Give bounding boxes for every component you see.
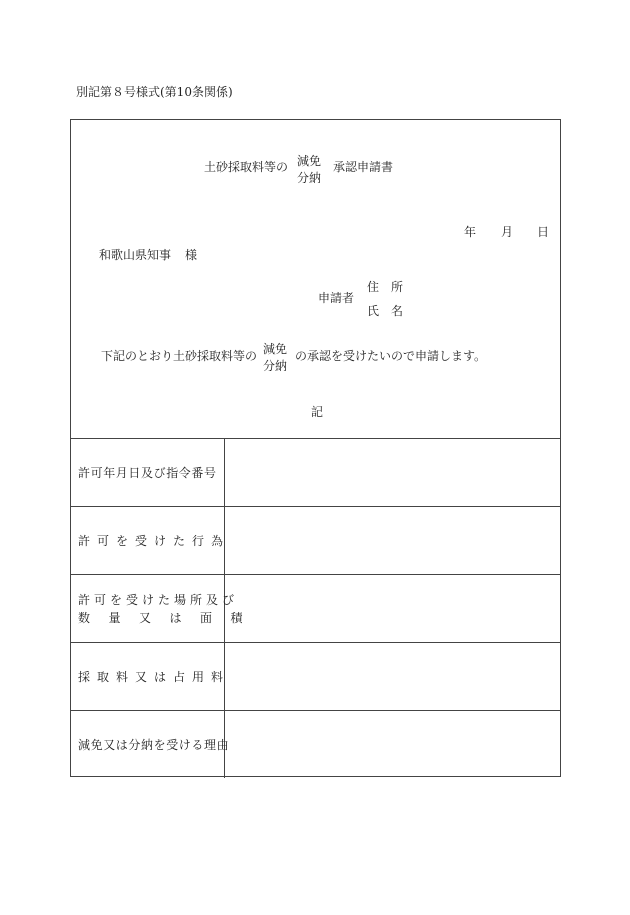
label-reason: 減免又は分納を受ける理由 — [78, 737, 230, 752]
name-char-1: 氏 — [367, 304, 380, 318]
row-label — [71, 439, 225, 506]
row-label — [71, 643, 231, 710]
label-permitted-act: 許可を受けた行為 — [78, 533, 231, 548]
addressee-name: 和歌山県知事 — [99, 248, 172, 262]
title-option-reduction: 減免 — [297, 154, 322, 168]
title-prefix: 土砂採取料等の — [204, 160, 289, 174]
form-number-label: 別記第８号様式(第10条関係) — [76, 85, 233, 99]
row-label — [71, 575, 262, 642]
permitted-act-field[interactable] — [225, 507, 560, 574]
table-row — [71, 506, 560, 574]
row-label — [71, 711, 230, 778]
request-suffix: の承認を受けたいので申請します。 — [295, 349, 487, 363]
date-year: 年 — [464, 225, 477, 239]
date-day: 日 — [537, 225, 550, 239]
addressee — [99, 249, 197, 261]
date-month: 月 — [501, 225, 514, 239]
table-row — [71, 438, 560, 506]
request-option-installment: 分納 — [263, 359, 288, 373]
request-option-reduction: 減免 — [263, 342, 288, 356]
row-label — [71, 507, 231, 574]
address-char-2: 所 — [391, 280, 404, 294]
title-option-installment: 分納 — [297, 171, 322, 185]
table-row — [71, 710, 560, 778]
applicant-name-label — [367, 305, 403, 317]
address-char-1: 住 — [367, 280, 380, 294]
permit-date-number-field[interactable] — [225, 439, 560, 506]
label-place-line2: 数量又は面積 — [78, 610, 262, 625]
name-char-2: 名 — [391, 304, 404, 318]
label-place-line1: 許可を受けた場所及び — [78, 592, 239, 607]
form-header — [71, 120, 560, 438]
reason-field[interactable] — [225, 711, 560, 778]
details-table — [71, 438, 560, 778]
title-option-stack — [297, 153, 321, 187]
label-fee: 採取料又は占用料 — [78, 669, 231, 684]
ki-marker: 記 — [311, 405, 324, 419]
applicant-label: 申請者 — [318, 291, 355, 305]
place-quantity-field[interactable] — [225, 575, 560, 642]
addressee-honorific: 様 — [185, 248, 198, 262]
applicant-address-label — [367, 281, 403, 293]
application-form — [70, 119, 561, 777]
label-permit-date-number: 許可年月日及び指令番号 — [78, 465, 217, 480]
table-row — [71, 642, 560, 710]
fee-field[interactable] — [225, 643, 560, 710]
request-prefix: 下記のとおり土砂採取料等の — [101, 349, 258, 363]
table-row — [71, 574, 560, 642]
title-suffix: 承認申請書 — [333, 160, 394, 174]
request-option-stack — [263, 341, 287, 375]
